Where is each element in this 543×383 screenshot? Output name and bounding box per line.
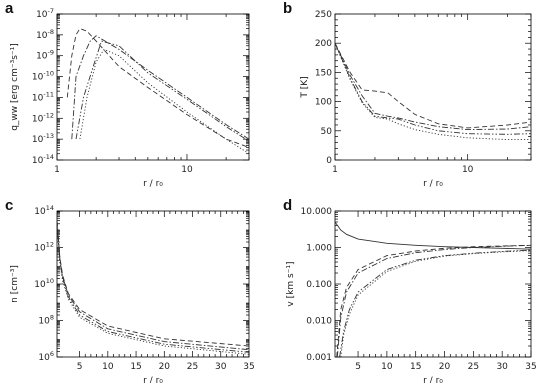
x-tick-label: 30: [496, 362, 508, 372]
y-tick-label: 0.100: [306, 280, 332, 290]
series-line-dotted: [341, 251, 531, 357]
y-tick-label: $10^{-7}$: [36, 7, 54, 20]
x-axis-label: r / r₀: [143, 376, 163, 383]
series-line-dash-dot: [57, 221, 249, 350]
x-tick-label: 30: [215, 362, 227, 372]
series-line-dashed: [335, 43, 531, 128]
x-axis-label: r / r₀: [423, 376, 443, 383]
x-tick-label: 15: [409, 362, 422, 372]
series-line-dash-dot: [337, 245, 531, 357]
x-tick-label: 5: [355, 362, 361, 372]
panel-letter: a: [5, 0, 14, 17]
x-axis-label: r / r₀: [143, 179, 163, 189]
y-tick-label: 0: [326, 156, 332, 166]
y-tick-label: $10^{10}$: [34, 277, 54, 290]
x-tick-label: 35: [243, 362, 255, 372]
x-tick-label: 15: [130, 362, 142, 372]
y-tick-label: 0.001: [306, 353, 332, 363]
y-tick-label: 200: [314, 39, 332, 50]
panel-letter: d: [283, 197, 293, 214]
panel-letter: b: [283, 0, 293, 17]
y-tick-label: $10^8$: [38, 313, 54, 327]
x-tick-label: 5: [76, 362, 83, 372]
y-tick-label: $10^{-9}$: [36, 48, 54, 62]
y-tick-label: $10^{14}$: [34, 204, 54, 217]
y-axis-label: n [cm⁻³]: [10, 265, 20, 303]
y-tick-label: $10^{12}$: [34, 240, 54, 254]
series-line-dash-dot-dot: [340, 250, 531, 357]
panel-letter: c: [5, 197, 14, 214]
x-axis-label: r / r₀: [423, 179, 443, 189]
plot-frame: [57, 211, 249, 357]
y-axis-label: q_ww [erg cm⁻³s⁻¹]: [10, 43, 20, 131]
y-tick-label: 150: [314, 68, 332, 79]
x-tick-label: 1: [332, 165, 338, 175]
panel-b: [283, 0, 531, 189]
series-line-dash-dot: [335, 43, 531, 129]
y-tick-label: $10^{-12}$: [31, 111, 54, 125]
y-tick-label: 10.000: [300, 207, 332, 217]
x-tick-label: 35: [525, 362, 537, 372]
y-tick-label: 250: [314, 10, 332, 20]
series-line-dashed: [67, 29, 249, 148]
y-axis-label: v [km s⁻¹]: [286, 261, 296, 307]
x-tick-label: 1: [54, 165, 60, 175]
plot-frame: [335, 211, 531, 357]
y-tick-label: 50: [320, 126, 332, 137]
y-tick-label: $10^6$: [38, 350, 54, 363]
y-tick-label: $10^{-11}$: [31, 90, 54, 104]
x-tick-label: 25: [467, 362, 480, 372]
plot-frame: [335, 14, 531, 160]
x-tick-label: 10: [181, 165, 193, 175]
y-tick-label: 1.000: [306, 243, 332, 254]
panel-d: [283, 197, 537, 383]
y-tick-label: $10^{-14}$: [31, 153, 54, 166]
x-tick-label: 10: [461, 165, 474, 175]
panel-c: [5, 197, 255, 383]
y-axis-label: T [K]: [300, 76, 310, 98]
y-tick-label: $10^{-10}$: [31, 69, 54, 83]
y-tick-label: 100: [314, 97, 332, 108]
series-line-solid: [335, 222, 531, 249]
x-tick-label: 20: [438, 362, 451, 372]
x-tick-label: 20: [158, 362, 171, 372]
y-tick-label: $10^{-13}$: [31, 132, 54, 146]
series-line-dash-dot-dot: [76, 41, 249, 141]
panel-a: [5, 0, 249, 189]
series-line-dash-dot-dot: [57, 221, 249, 353]
y-tick-label: $10^{-8}$: [36, 27, 54, 41]
series-line-dashed: [57, 221, 249, 347]
x-tick-label: 25: [186, 362, 199, 372]
plot-frame: [57, 14, 249, 160]
y-tick-label: 0.010: [306, 316, 332, 327]
series-line-dash-dot-dot: [335, 43, 531, 134]
series-line-dotted: [57, 221, 249, 355]
series-line-dashed: [337, 245, 531, 357]
x-tick-label: 10: [381, 362, 393, 372]
x-tick-label: 10: [102, 362, 114, 372]
